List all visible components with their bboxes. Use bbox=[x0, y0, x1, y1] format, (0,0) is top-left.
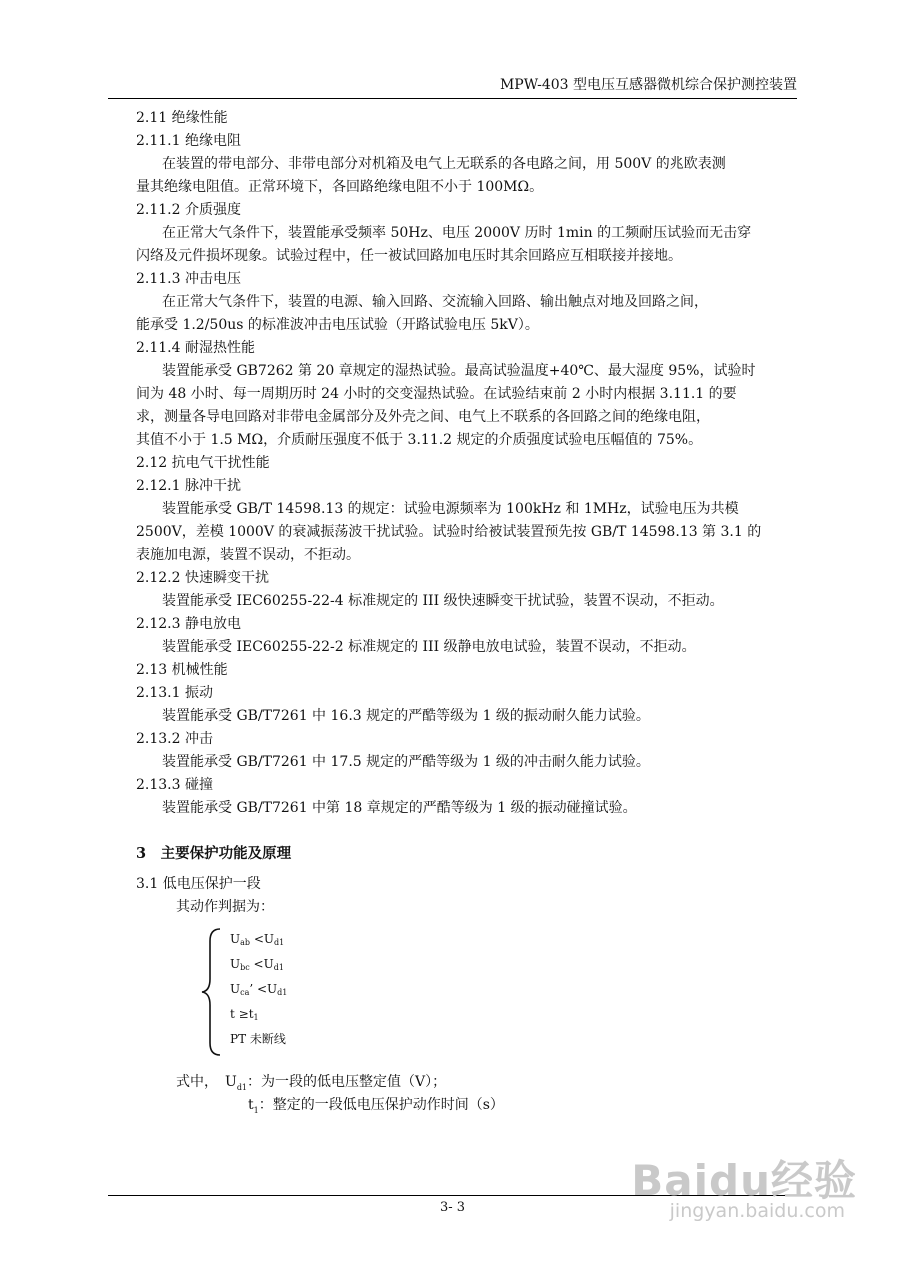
criterion-main: U bbox=[230, 982, 241, 996]
paragraph-line: 2500V，差模 1000V 的衰减振荡波干扰试验。试验时给被试装置预先按 GB/T 14598.13 第 3.1 的 bbox=[136, 524, 762, 540]
subsection-3-1-heading: 3.1 低电压保护一段 bbox=[136, 876, 261, 892]
paragraph-line: 装置能承受 GB/T7261 中第 18 章规定的严酷等级为 1 级的振动碰撞试验。 bbox=[162, 800, 637, 816]
spacer bbox=[136, 865, 796, 873]
where-text: ：为一段的低电压整定值（V）； bbox=[247, 1074, 447, 1090]
section-heading: 2.12.1 脉冲干扰 bbox=[136, 478, 241, 494]
section-heading: 2.13 机械性能 bbox=[136, 662, 228, 678]
criteria-intro: 其动作判据为： bbox=[176, 899, 274, 915]
section-heading: 2.12 抗电气干扰性能 bbox=[136, 455, 270, 471]
criterion-sub2: 1 bbox=[253, 1013, 259, 1022]
paragraph-line: 装置能承受 GB/T 14598.13 的规定：试验电源频率为 100kHz 和 1MHz，试验电压为共模 bbox=[162, 501, 739, 517]
criterion-sub1: ab bbox=[240, 938, 251, 947]
section-heading: 2.11.1 绝缘电阻 bbox=[136, 133, 241, 149]
criterion-main: U bbox=[230, 957, 241, 971]
criterion-line bbox=[230, 1027, 287, 1052]
criterion-rel: <U bbox=[249, 957, 274, 971]
paragraph-line: 闪络及元件损坏现象。试验过程中，任一被试回路加电压时其余回路应互相联接并接地。 bbox=[136, 248, 682, 264]
criterion-line bbox=[230, 927, 287, 952]
section-heading: 2.13.2 冲击 bbox=[136, 731, 213, 747]
criterion-main: t ≥t bbox=[230, 1007, 254, 1021]
paragraph-line: 量其绝缘电阻值。正常环境下，各回路绝缘电阻不小于 100MΩ。 bbox=[136, 179, 544, 195]
where2-prefix: t bbox=[248, 1097, 254, 1113]
section-heading: 2.13.3 碰撞 bbox=[136, 777, 213, 793]
paragraph-line: 表施加电源，装置不误动，不拒动。 bbox=[136, 547, 360, 563]
section-heading: 2.12.3 静电放电 bbox=[136, 616, 241, 632]
criterion-line bbox=[230, 977, 287, 1002]
paragraph-line: 装置能承受 IEC60255-22-2 标准规定的 III 级静电放电试验，装置不误动，不拒动。 bbox=[162, 639, 696, 655]
criterion-line bbox=[230, 952, 287, 977]
criterion-line bbox=[230, 1002, 287, 1027]
section-2-lines bbox=[136, 107, 796, 820]
criterion-sub2: d1 bbox=[273, 963, 284, 972]
running-header: MPW-403 型电压互感器微机综合保护测控装置 bbox=[108, 74, 797, 99]
paragraph-line: 装置能承受 GB/T7261 中 17.5 规定的严酷等级为 1 级的冲击耐久能力试验。 bbox=[162, 754, 650, 770]
paragraph-line: 在装置的带电部分、非带电部分对机箱及电气上无联系的各电路之间，用 500V 的兆欧表测 bbox=[162, 156, 726, 172]
criterion-sub2: d1 bbox=[274, 938, 285, 947]
criterion-rel: <U bbox=[250, 932, 274, 946]
where2-sub: 1 bbox=[253, 1105, 259, 1115]
criterion-main: PT 未断线 bbox=[230, 1032, 286, 1046]
baidu-watermark-url: jingyan.baidu.com bbox=[669, 1200, 845, 1222]
paragraph-line: 能承受 1.2/50us 的标准波冲击电压试验（开路试验电压 5kV）。 bbox=[136, 317, 539, 333]
section-heading: 2.11.3 冲击电压 bbox=[136, 271, 241, 287]
criterion-sub2: d1 bbox=[277, 988, 288, 997]
paragraph-line: 装置能承受 IEC60255-22-4 标准规定的 III 级快速瞬变干扰试验，装置不误动，不拒动。 bbox=[162, 593, 724, 609]
left-brace-icon bbox=[198, 927, 224, 1057]
criteria-lines bbox=[230, 927, 287, 1052]
section-heading: 2.13.1 振动 bbox=[136, 685, 213, 701]
paragraph-line: 在正常大气条件下，装置能承受频率 50Hz、电压 2000V 历时 1min 的工频耐压试验而无击穿 bbox=[162, 225, 752, 241]
baidu-watermark-logo: Baidu经验 bbox=[631, 1156, 857, 1205]
section-3-heading: 3 主要保护功能及原理 bbox=[136, 845, 292, 862]
paragraph-line: 装置能承受 GB/T7261 中 16.3 规定的严酷等级为 1 级的振动耐久能力试验。 bbox=[162, 708, 650, 724]
criterion-main: U bbox=[230, 932, 241, 946]
criterion-sub1: bc bbox=[240, 963, 250, 972]
paragraph-line: 求，测量各导电回路对非带电金属部分及外壳之间、电气上不联系的各回路之间的绝缘电阻， bbox=[136, 409, 710, 425]
paragraph-line: 在正常大气条件下，装置的电源、输入回路、交流输入回路、输出触点对地及回路之间， bbox=[162, 294, 708, 310]
section-heading: 2.11.2 介质强度 bbox=[136, 202, 241, 218]
where-line-ud1 bbox=[136, 1071, 796, 1094]
document-body bbox=[136, 107, 796, 1117]
criterion-sub1: ca bbox=[240, 988, 250, 997]
where-line-t1 bbox=[136, 1094, 796, 1117]
section-heading: 2.12.2 快速瞬变干扰 bbox=[136, 570, 269, 586]
section-heading: 2.11 绝缘性能 bbox=[136, 110, 228, 126]
criteria-block bbox=[198, 927, 796, 1057]
criterion-rel: ’ <U bbox=[249, 982, 278, 996]
where2-text: ：整定的一段低电压保护动作时间（s） bbox=[258, 1097, 504, 1113]
where-prefix: 式中， U bbox=[176, 1074, 237, 1090]
spacer bbox=[136, 820, 796, 842]
section-heading: 2.11.4 耐湿热性能 bbox=[136, 340, 255, 356]
where-sub: d1 bbox=[236, 1082, 248, 1092]
paragraph-line: 装置能承受 GB7262 第 20 章规定的湿热试验。最高试验温度+40℃、最大湿度 95%，试验时 bbox=[162, 363, 756, 379]
page-number: 3- 3 bbox=[439, 1200, 466, 1215]
paragraph-line: 其值不小于 1.5 MΩ，介质耐压强度不低于 3.11.2 规定的介质强度试验电压幅值的 75%。 bbox=[136, 432, 703, 448]
paragraph-line: 间为 48 小时、每一周期历时 24 小时的交变湿热试验。在试验结束前 2 小时内根据 3.11.1 的要 bbox=[136, 386, 737, 402]
